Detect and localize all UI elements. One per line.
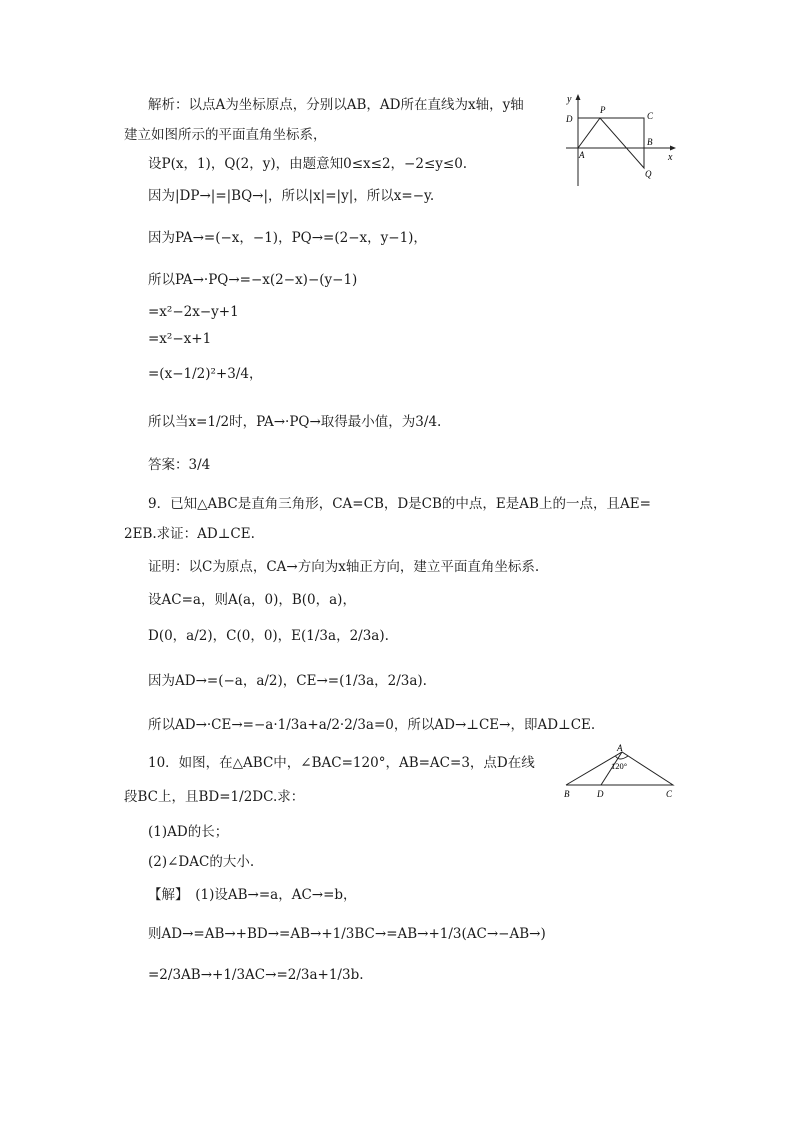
fig1-label-d: D bbox=[566, 114, 573, 124]
fig2-angle-label: 120° bbox=[611, 761, 628, 771]
text-line: 10．如图，在△ABC中，∠BAC=120°，AB=AC=3，点D在线 bbox=[148, 755, 535, 771]
text-line: =2/3AB→+1/3AC→=2/3a+1/3b. bbox=[148, 967, 364, 983]
text-line: =x²−2x−y+1 bbox=[148, 304, 239, 320]
text-line: =x²−x+1 bbox=[148, 331, 212, 347]
text-line: 设P(x，1)，Q(2，y)，由题意知0≤x≤2，−2≤y≤0. bbox=[148, 156, 468, 172]
fig1-label-p: P bbox=[600, 105, 606, 115]
text-line: 段BC上，且BD=1/2DC.求： bbox=[124, 789, 305, 805]
fig2-label-c: C bbox=[666, 789, 673, 799]
fig1-label-q: Q bbox=[645, 169, 652, 179]
text-line: (1)AD的长； bbox=[148, 824, 229, 840]
text-line: 答案：3/4 bbox=[148, 457, 211, 473]
text-line: 则AD→=AB→+BD→=AB→+1/3BC→=AB→+1/3(AC→−AB→) bbox=[148, 926, 546, 942]
text-line: 所以PA→·PQ→=−x(2−x)−(y−1) bbox=[148, 272, 358, 288]
fig2-label-a: A bbox=[617, 743, 623, 753]
fig1-label-c: C bbox=[647, 111, 654, 121]
fig1-label-y: y bbox=[567, 94, 572, 105]
text-line: 证明：以C为原点，CA→方向为x轴正方向，建立平面直角坐标系. bbox=[148, 559, 540, 575]
fig2-label-b: B bbox=[564, 789, 570, 799]
text-line: D(0，a/2)，C(0，0)，E(1/3a，2/3a). bbox=[148, 628, 389, 644]
text-line: 所以AD→·CE→=−a·1/3a+a/2·2/3a=0，所以AD→⊥CE→，即AD⊥CE. bbox=[148, 717, 596, 733]
fig1-label-a: A bbox=[579, 150, 585, 160]
text-line: 解析：以点A为坐标原点，分别以AB，AD所在直线为x轴，y轴 bbox=[148, 97, 524, 113]
text-line: 2EB.求证：AD⊥CE. bbox=[124, 526, 255, 542]
text-line: 建立如图所示的平面直角坐标系， bbox=[124, 127, 327, 143]
text-line: 因为AD→=(−a，a/2)，CE→=(1/3a，2/3a). bbox=[148, 673, 427, 689]
fig1-label-b: B bbox=[647, 137, 653, 147]
fig1-label-x: x bbox=[668, 152, 673, 163]
text-line: =(x−1/2)²+3/4， bbox=[148, 366, 263, 382]
text-line: 设AC=a，则A(a，0)，B(0，a)， bbox=[148, 592, 356, 608]
triangle-figure bbox=[558, 742, 680, 802]
text-line: 9．已知△ABC是直角三角形，CA=CB，D是CB的中点，E是AB上的一点，且AE= bbox=[148, 496, 651, 512]
fig2-label-d: D bbox=[597, 789, 604, 799]
coordinate-figure bbox=[558, 86, 680, 188]
text-line: 因为|DP→|=|BQ→|，所以|x|=|y|，所以x=−y. bbox=[148, 188, 435, 204]
text-line: 所以当x=1/2时，PA→·PQ→取得最小值，为3/4. bbox=[148, 414, 442, 430]
text-line: (2)∠DAC的大小. bbox=[148, 854, 255, 870]
text-line: 因为PA→=(−x，−1)，PQ→=(2−x，y−1)， bbox=[148, 230, 427, 246]
text-line: 【解】 (1)设AB→=a，AC→=b， bbox=[148, 887, 357, 903]
